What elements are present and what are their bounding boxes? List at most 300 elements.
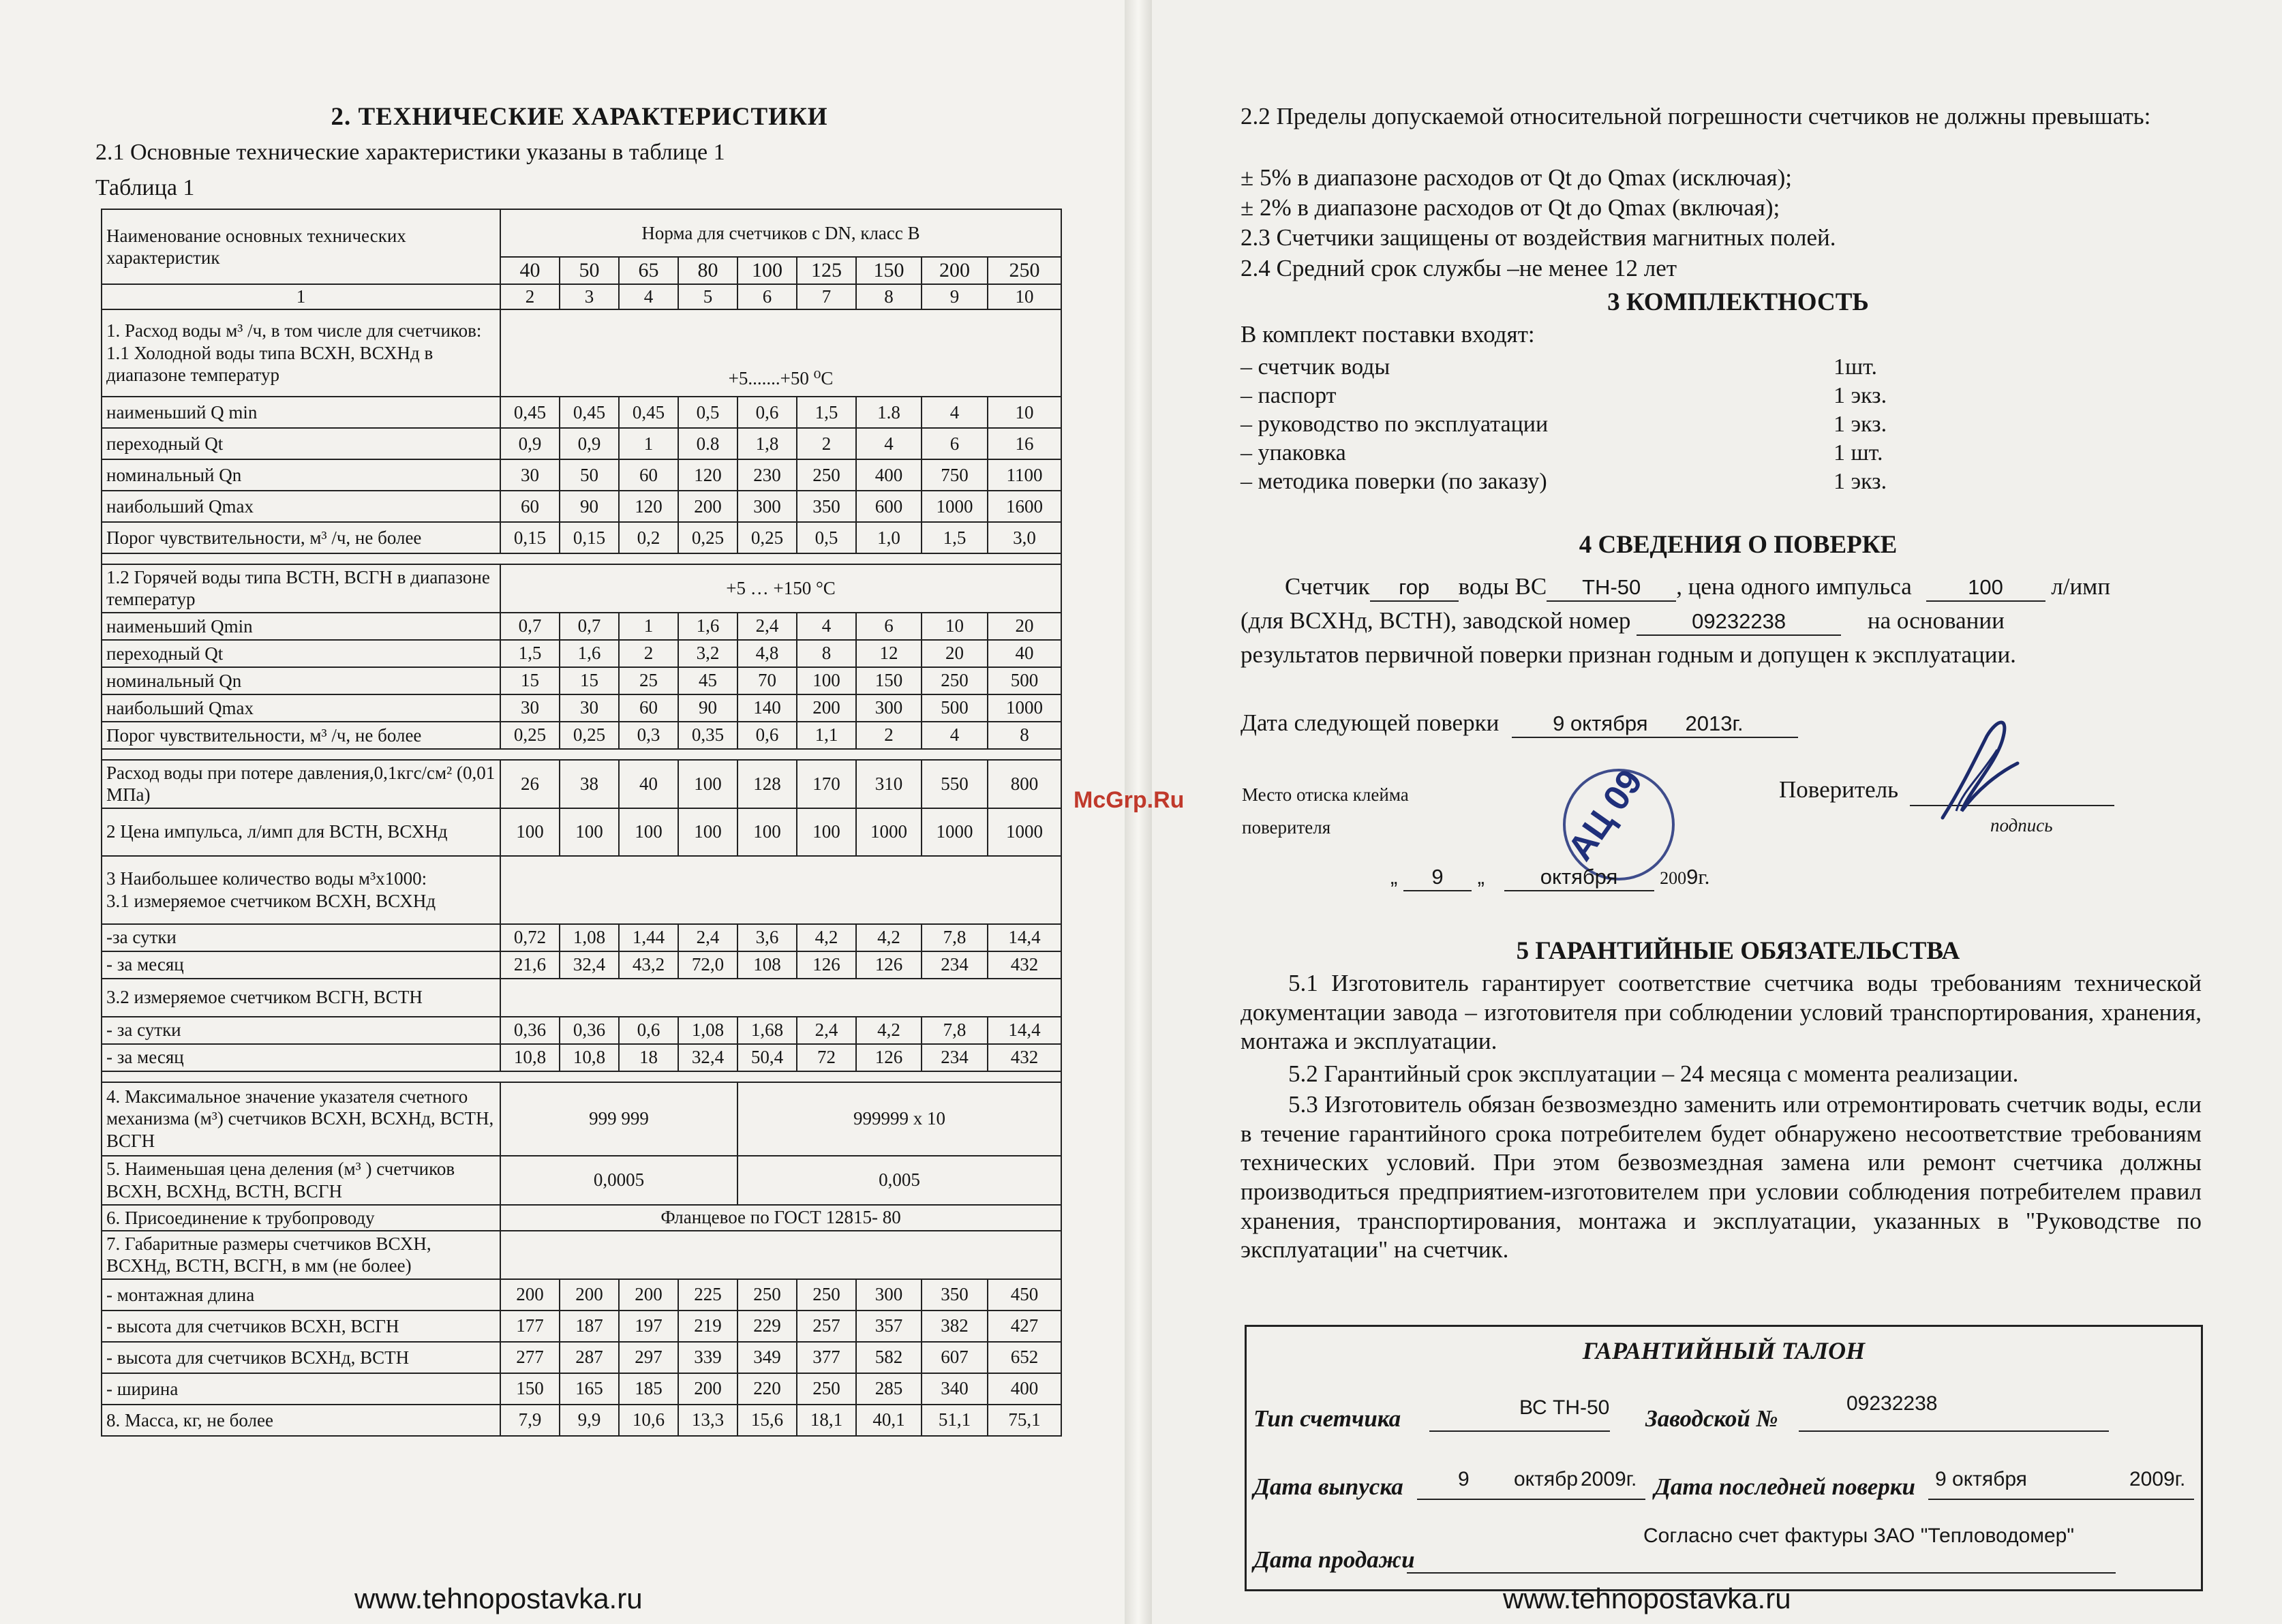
value-cell: 3,2 xyxy=(678,640,737,667)
spacer-row xyxy=(102,749,1061,760)
value-cell: 550 xyxy=(922,760,988,808)
value-cell: 0,7 xyxy=(500,613,560,640)
sign-caption: подпись xyxy=(1990,815,2053,836)
row-label: - высота для счетчиков ВСХН, ВСГН xyxy=(102,1311,500,1342)
value-cell: 4 xyxy=(922,722,988,749)
value-cell: 277 xyxy=(500,1342,560,1373)
row-label: -за сутки xyxy=(102,924,500,951)
value-cell: 15 xyxy=(560,667,619,694)
value-cell: 15,6 xyxy=(737,1405,797,1436)
value-cell: 60 xyxy=(500,491,560,522)
value-cell: 45 xyxy=(678,667,737,694)
row-label: - ширина xyxy=(102,1373,500,1405)
cold-header-row xyxy=(102,309,1061,397)
wide-value: 999999 x 10 xyxy=(737,1082,1061,1156)
kit-item-qty: 1 экз. xyxy=(1834,412,1887,437)
p-2-4: 2.4 Средний срок службы –не менее 12 лет xyxy=(1241,255,1677,281)
table-row xyxy=(102,1279,1061,1311)
value-cell: 1,5 xyxy=(922,522,988,553)
value-cell: 4 xyxy=(856,428,922,459)
value-cell: 197 xyxy=(619,1311,678,1342)
hw-coupon-type: ВС ТН-50 xyxy=(1519,1396,1610,1419)
value-cell: 14,4 xyxy=(988,1017,1061,1044)
hw-next-day: 9 октября 2013г. xyxy=(1512,711,1798,738)
verif-text-counter: Счетчик xyxy=(1285,573,1370,600)
spacer-cell xyxy=(102,1071,1061,1082)
value-cell: 0,45 xyxy=(560,397,619,428)
hot-header-row xyxy=(102,564,1061,613)
value-cell: 0,36 xyxy=(500,1017,560,1044)
wide-value: 999 999 xyxy=(500,1082,737,1156)
value-cell: 0,36 xyxy=(560,1017,619,1044)
index-cell: 4 xyxy=(619,284,678,309)
value-cell: 7,8 xyxy=(922,924,988,951)
p-2-2-a: ± 5% в диапазоне расходов от Qt до Qmax (исключая); xyxy=(1241,164,1792,191)
stamp-place: Место отиска клейма xyxy=(1242,784,1409,805)
row-label: переходный Qt xyxy=(102,428,500,459)
value-cell: 150 xyxy=(856,667,922,694)
value-cell: 450 xyxy=(988,1279,1061,1311)
value-cell: 100 xyxy=(560,808,619,856)
value-cell: 20 xyxy=(988,613,1061,640)
left-page xyxy=(0,0,1125,1624)
value-cell: 219 xyxy=(678,1311,737,1342)
coupon-issue-label: Дата выпуска xyxy=(1253,1473,1403,1500)
hw-verif-month: октября xyxy=(1504,864,1654,891)
coupon-serial-line xyxy=(1799,1430,2109,1432)
wide-value: 0,005 xyxy=(737,1156,1061,1205)
value-cell: 126 xyxy=(856,951,922,979)
value-cell: 297 xyxy=(619,1342,678,1373)
spacer-row xyxy=(102,553,1061,564)
table-row xyxy=(102,397,1061,428)
value-cell: 432 xyxy=(988,951,1061,979)
value-cell: 7,9 xyxy=(500,1405,560,1436)
site-link-left[interactable]: www.tehnopostavka.ru xyxy=(354,1582,643,1614)
header-norm: Норма для счетчиков с DN, класс В xyxy=(500,209,1061,257)
value-cell: 230 xyxy=(737,459,797,491)
value-cell: 400 xyxy=(856,459,922,491)
verif-line-3: результатов первичной поверки признан годным и допущен к эксплуатации. xyxy=(1241,641,2016,668)
value-cell: 2,4 xyxy=(678,924,737,951)
value-cell: 14,4 xyxy=(988,924,1061,951)
next-verif xyxy=(1241,709,1798,738)
coupon-sale-line xyxy=(1407,1572,2116,1574)
value-cell: 200 xyxy=(678,1373,737,1405)
value-cell: 16 xyxy=(988,428,1061,459)
value-cell: 75,1 xyxy=(988,1405,1061,1436)
value-cell: 1000 xyxy=(988,694,1061,722)
signature-icon xyxy=(1922,709,2031,831)
row-label: 2 Цена импульса, л/имп для ВСТН, ВСХНд xyxy=(102,808,500,856)
value-cell: 90 xyxy=(678,694,737,722)
value-cell: 72,0 xyxy=(678,951,737,979)
verif-title: 4 СВЕДЕНИЯ О ПОВЕРКЕ xyxy=(1579,531,1898,559)
max2-header-row xyxy=(102,979,1061,1017)
value-cell: 12 xyxy=(856,640,922,667)
dn-cell: 250 xyxy=(988,257,1061,284)
value-cell: 20 xyxy=(922,640,988,667)
p-2-2: 2.2 Пределы допускаемой относительной погрешности счетчиков не должны превышать: xyxy=(1241,103,2151,129)
value-cell: 1,44 xyxy=(619,924,678,951)
value-cell: 300 xyxy=(856,1279,922,1311)
value-cell: 30 xyxy=(500,459,560,491)
value-cell: 0,35 xyxy=(678,722,737,749)
value-cell: 32,4 xyxy=(560,951,619,979)
value-cell: 0,25 xyxy=(500,722,560,749)
value-cell: 0,25 xyxy=(678,522,737,553)
hw-coupon-last: 9 октября xyxy=(1935,1468,2027,1490)
row-label: номинальный Qn xyxy=(102,667,500,694)
value-cell: 357 xyxy=(856,1311,922,1342)
warranty-coupon xyxy=(1245,1325,2203,1591)
value-cell: 0,6 xyxy=(737,722,797,749)
max-label: 3 Наибольшее количество воды м³x1000: 3.1 измеряемое счетчиком ВСХН, ВСХНд xyxy=(102,856,500,924)
index-cell: 9 xyxy=(922,284,988,309)
value-cell: 652 xyxy=(988,1342,1061,1373)
value-cell: 1,08 xyxy=(560,924,619,951)
value-cell: 1000 xyxy=(988,808,1061,856)
dn-cell: 150 xyxy=(856,257,922,284)
value-cell: 1000 xyxy=(922,491,988,522)
verif-line-2 xyxy=(1241,607,2202,636)
kit-intro: В комплект поставки входят: xyxy=(1241,321,1535,348)
index-cell: 8 xyxy=(856,284,922,309)
dn-cell: 200 xyxy=(922,257,988,284)
value-cell: 287 xyxy=(560,1342,619,1373)
value-cell: 25 xyxy=(619,667,678,694)
coupon-last-line xyxy=(1928,1499,2194,1500)
wide-value: Фланцевое по ГОСТ 12815- 80 xyxy=(500,1205,1061,1231)
value-cell: 350 xyxy=(922,1279,988,1311)
value-cell: 1 xyxy=(619,613,678,640)
value-cell: 800 xyxy=(988,760,1061,808)
value-cell: 72 xyxy=(797,1044,856,1071)
hw-coupon-serial: 09232238 xyxy=(1846,1392,1938,1415)
value-cell: 2 xyxy=(856,722,922,749)
value-cell: 21,6 xyxy=(500,951,560,979)
value-cell: 0,6 xyxy=(737,397,797,428)
spacer-row xyxy=(102,1071,1061,1082)
row-label: переходный Qt xyxy=(102,640,500,667)
value-cell: 60 xyxy=(619,694,678,722)
kit-item: – упаковка xyxy=(1241,440,1346,465)
row-label: - высота для счетчиков ВСХНд, ВСТН xyxy=(102,1342,500,1373)
coupon-type-line xyxy=(1429,1430,1610,1432)
value-cell: 10 xyxy=(922,613,988,640)
verif-year-prefix: 200 xyxy=(1660,868,1687,888)
value-cell: 126 xyxy=(797,951,856,979)
value-cell: 1600 xyxy=(988,491,1061,522)
value-cell: 10,8 xyxy=(560,1044,619,1071)
hw-verif-year: 9 xyxy=(1686,865,1699,889)
value-cell: 229 xyxy=(737,1311,797,1342)
value-cell: 1000 xyxy=(922,808,988,856)
coupon-last-label: Дата последней поверки xyxy=(1654,1473,1915,1500)
row-label: - за месяц xyxy=(102,1044,500,1071)
value-cell: 26 xyxy=(500,760,560,808)
hw-model: ТН-50 xyxy=(1547,574,1676,602)
value-cell: 170 xyxy=(797,760,856,808)
dn-cell: 80 xyxy=(678,257,737,284)
value-cell: 600 xyxy=(856,491,922,522)
blank-cell xyxy=(500,979,1061,1017)
value-cell: 1,68 xyxy=(737,1017,797,1044)
table-row xyxy=(102,667,1061,694)
verif-text-unit: л/имп xyxy=(2051,573,2111,600)
index-cell: 5 xyxy=(678,284,737,309)
value-cell: 4,8 xyxy=(737,640,797,667)
kit-title: 3 КОМПЛЕКТНОСТЬ xyxy=(1607,288,1869,316)
date-quote-open: „ xyxy=(1390,865,1398,889)
cold-label: 1. Расход воды м³ /ч, в том числе для счетчиков: 1.1 Холодной воды типа ВСХН, ВСХНд в диапазоне температур xyxy=(102,309,500,397)
value-cell: 1,5 xyxy=(500,640,560,667)
verif-line-1 xyxy=(1241,572,2202,602)
value-cell: 200 xyxy=(678,491,737,522)
hw-coupon-issue-month: октябр xyxy=(1514,1468,1578,1490)
row-label: Порог чувствительности, м³ /ч, не более xyxy=(102,722,500,749)
index-cell: 3 xyxy=(560,284,619,309)
value-cell: 1,08 xyxy=(678,1017,737,1044)
value-cell: 50,4 xyxy=(737,1044,797,1071)
value-cell: 1,6 xyxy=(560,640,619,667)
table-row xyxy=(102,760,1061,808)
value-cell: 285 xyxy=(856,1373,922,1405)
hw-coupon-issue-year: 2009г. xyxy=(1581,1468,1637,1490)
kit-item-qty: 1 шт. xyxy=(1834,440,1883,465)
value-cell: 7,8 xyxy=(922,1017,988,1044)
index-cell: 7 xyxy=(797,284,856,309)
value-cell: 90 xyxy=(560,491,619,522)
row-label: 4. Максимальное значение указателя счетного механизма (м³) счетчиков ВСХН, ВСХНд, ВСТН, ВСГН xyxy=(102,1082,500,1156)
verif-text-basis: на основании xyxy=(1867,607,2005,634)
value-cell: 50 xyxy=(560,459,619,491)
value-cell: 500 xyxy=(922,694,988,722)
verif-text-serial: (для ВСХНд, ВСТН), заводской номер xyxy=(1241,607,1631,634)
value-cell: 1,0 xyxy=(856,522,922,553)
value-cell: 250 xyxy=(922,667,988,694)
value-cell: 4,2 xyxy=(856,1017,922,1044)
value-cell: 100 xyxy=(619,808,678,856)
table-row xyxy=(102,1205,1061,1231)
value-cell: 185 xyxy=(619,1373,678,1405)
table-row xyxy=(102,613,1061,640)
value-cell: 250 xyxy=(737,1279,797,1311)
spec-table xyxy=(101,209,1062,1437)
value-cell: 0,7 xyxy=(560,613,619,640)
value-cell: 4,2 xyxy=(856,924,922,951)
dn-cell: 40 xyxy=(500,257,560,284)
coupon-sale-label: Дата продажи xyxy=(1253,1546,1415,1573)
value-cell: 750 xyxy=(922,459,988,491)
value-cell: 18 xyxy=(619,1044,678,1071)
kit-item-qty: 1 экз. xyxy=(1834,383,1887,408)
hw-coupon-sale: Согласно счет фактуры ЗАО "Тепловодомер" xyxy=(1643,1525,2074,1547)
value-cell: 40 xyxy=(619,760,678,808)
value-cell: 1000 xyxy=(856,808,922,856)
section-title-tech: 2. ТЕХНИЧЕСКИЕ ХАРАКТЕРИСТИКИ xyxy=(331,103,828,131)
value-cell: 2 xyxy=(797,428,856,459)
coupon-issue-line xyxy=(1417,1499,1645,1500)
value-cell: 128 xyxy=(737,760,797,808)
value-cell: 165 xyxy=(560,1373,619,1405)
value-cell: 0,45 xyxy=(619,397,678,428)
verif-year-suffix: г. xyxy=(1698,865,1710,889)
value-cell: 51,1 xyxy=(922,1405,988,1436)
value-cell: 0,9 xyxy=(500,428,560,459)
header-name: Наименование основных технических характеристик xyxy=(102,209,500,284)
value-cell: 100 xyxy=(678,808,737,856)
value-cell: 40,1 xyxy=(856,1405,922,1436)
value-cell: 1.8 xyxy=(856,397,922,428)
stamp-place-2: поверителя xyxy=(1242,817,1331,838)
coupon-type-label: Тип счетчика xyxy=(1253,1405,1401,1432)
hot-label: 1.2 Горячей воды типа ВСТН, ВСГН в диапазоне температур xyxy=(102,564,500,613)
row-label: 8. Масса, кг, не более xyxy=(102,1405,500,1436)
value-cell: 250 xyxy=(797,459,856,491)
value-cell: 150 xyxy=(500,1373,560,1405)
value-cell: 582 xyxy=(856,1342,922,1373)
value-cell: 200 xyxy=(560,1279,619,1311)
watermark: McGrp.Ru xyxy=(1074,787,1185,813)
kit-item: – методика поверки (по заказу) xyxy=(1241,469,1547,494)
hw-serial: 09232238 xyxy=(1637,609,1841,636)
table-row xyxy=(102,428,1061,459)
next-verif-label: Дата следующей поверки xyxy=(1241,709,1500,736)
table-row xyxy=(102,1017,1061,1044)
value-cell: 2 xyxy=(619,640,678,667)
p-2-2-b: ± 2% в диапазоне расходов от Qt до Qmax (включая); xyxy=(1241,194,1780,221)
value-cell: 100 xyxy=(737,808,797,856)
value-cell: 70 xyxy=(737,667,797,694)
value-cell: 310 xyxy=(856,760,922,808)
table-row xyxy=(102,1405,1061,1436)
wide-value: 0,0005 xyxy=(500,1156,737,1205)
dims-header-row xyxy=(102,1231,1061,1279)
value-cell: 187 xyxy=(560,1311,619,1342)
value-cell: 0,45 xyxy=(500,397,560,428)
table-row xyxy=(102,722,1061,749)
value-cell: 100 xyxy=(797,667,856,694)
index-cell: 6 xyxy=(737,284,797,309)
value-cell: 225 xyxy=(678,1279,737,1311)
value-cell: 300 xyxy=(737,491,797,522)
index-cell: 2 xyxy=(500,284,560,309)
value-cell: 100 xyxy=(678,760,737,808)
row-label: - за сутки xyxy=(102,1017,500,1044)
value-cell: 43,2 xyxy=(619,951,678,979)
value-cell: 382 xyxy=(922,1311,988,1342)
value-cell: 3,6 xyxy=(737,924,797,951)
value-cell: 4 xyxy=(797,613,856,640)
value-cell: 18,1 xyxy=(797,1405,856,1436)
value-cell: 4,2 xyxy=(797,924,856,951)
value-cell: 1100 xyxy=(988,459,1061,491)
value-cell: 432 xyxy=(988,1044,1061,1071)
value-cell: 13,3 xyxy=(678,1405,737,1436)
hw-verif-day: 9 xyxy=(1403,864,1472,891)
table-label: Таблица 1 xyxy=(95,175,195,200)
value-cell: 10,6 xyxy=(619,1405,678,1436)
max2-label: 3.2 измеряемое счетчиком ВСГН, ВСТН xyxy=(102,979,500,1017)
value-cell: 200 xyxy=(619,1279,678,1311)
value-cell: 377 xyxy=(797,1342,856,1373)
value-cell: 1,5 xyxy=(797,397,856,428)
value-cell: 4 xyxy=(922,397,988,428)
value-cell: 8 xyxy=(988,722,1061,749)
site-link-right[interactable]: www.tehnopostavka.ru xyxy=(1503,1582,1791,1614)
hw-impulse: 100 xyxy=(1926,574,2045,602)
value-cell: 15 xyxy=(500,667,560,694)
value-cell: 3,0 xyxy=(988,522,1061,553)
value-cell: 0,2 xyxy=(619,522,678,553)
row-label: наименьший Qmin xyxy=(102,613,500,640)
row-label: 6. Присоединение к трубопроводу xyxy=(102,1205,500,1231)
table-row xyxy=(102,1044,1061,1071)
stamp-text: АЦ 09 xyxy=(1560,763,1651,868)
spacer-cell xyxy=(102,553,1061,564)
value-cell: 1,8 xyxy=(737,428,797,459)
value-cell: 0,6 xyxy=(619,1017,678,1044)
value-cell: 177 xyxy=(500,1311,560,1342)
value-cell: 0,15 xyxy=(500,522,560,553)
index-row xyxy=(102,284,1061,309)
kit-item: – счетчик воды xyxy=(1241,354,1390,380)
row-label: номинальный Qn xyxy=(102,459,500,491)
dims-label: 7. Габаритные размеры счетчиков ВСХН, ВСХНд, ВСТН, ВСГН, в мм (не более) xyxy=(102,1231,500,1279)
row-label: Расход воды при потере давления,0,1кгс/см² (0,01 МПа) xyxy=(102,760,500,808)
value-cell: 6 xyxy=(856,613,922,640)
value-cell: 0,5 xyxy=(678,397,737,428)
date-quote-close: „ xyxy=(1477,865,1485,889)
header-row xyxy=(102,209,1061,257)
value-cell: 0.8 xyxy=(678,428,737,459)
hw-coupon-issue-day: 9 xyxy=(1458,1468,1470,1490)
warranty-5-3: 5.3 Изготовитель обязан безвозмездно заменить или отремонтировать счетчик воды, если в течение гарантийного срока потребителем будет обнаружено несоответствие требованиям технических условий. При этом безвозмездная замена или ремонт счетчика должны производиться предприятием-изготовителем при условии соблюдения потребителем правил хранения, транспортирования, монтажа и эксплуатации, указанных в "Руководстве по эксплуатации" на счетчик. xyxy=(1241,1091,2202,1263)
value-cell: 607 xyxy=(922,1342,988,1373)
coupon-serial-label: Заводской № xyxy=(1645,1405,1778,1432)
value-cell: 0,72 xyxy=(500,924,560,951)
blank-cell xyxy=(500,856,1061,924)
value-cell: 250 xyxy=(797,1373,856,1405)
value-cell: 100 xyxy=(797,808,856,856)
value-cell: 250 xyxy=(797,1279,856,1311)
dn-cell: 65 xyxy=(619,257,678,284)
table-row xyxy=(102,522,1061,553)
value-cell: 2,4 xyxy=(797,1017,856,1044)
table-row xyxy=(102,1311,1061,1342)
value-cell: 0,3 xyxy=(619,722,678,749)
value-cell: 1 xyxy=(619,428,678,459)
verif-date xyxy=(1390,864,1709,891)
value-cell: 200 xyxy=(797,694,856,722)
kit-item: – руководство по эксплуатации xyxy=(1241,412,1549,437)
value-cell: 1,6 xyxy=(678,613,737,640)
value-cell: 349 xyxy=(737,1342,797,1373)
table-row xyxy=(102,640,1061,667)
value-cell: 120 xyxy=(678,459,737,491)
index-cell: 1 xyxy=(102,284,500,309)
table-row xyxy=(102,459,1061,491)
kit-item-qty: 1шт. xyxy=(1834,354,1877,380)
table-row xyxy=(102,1082,1061,1156)
value-cell: 9,9 xyxy=(560,1405,619,1436)
verif-text-water: воды ВС xyxy=(1458,573,1547,600)
p-2-3: 2.3 Счетчики защищены от воздействия магнитных полей. xyxy=(1241,224,1836,251)
value-cell: 10,8 xyxy=(500,1044,560,1071)
table-row xyxy=(102,1342,1061,1373)
value-cell: 200 xyxy=(500,1279,560,1311)
